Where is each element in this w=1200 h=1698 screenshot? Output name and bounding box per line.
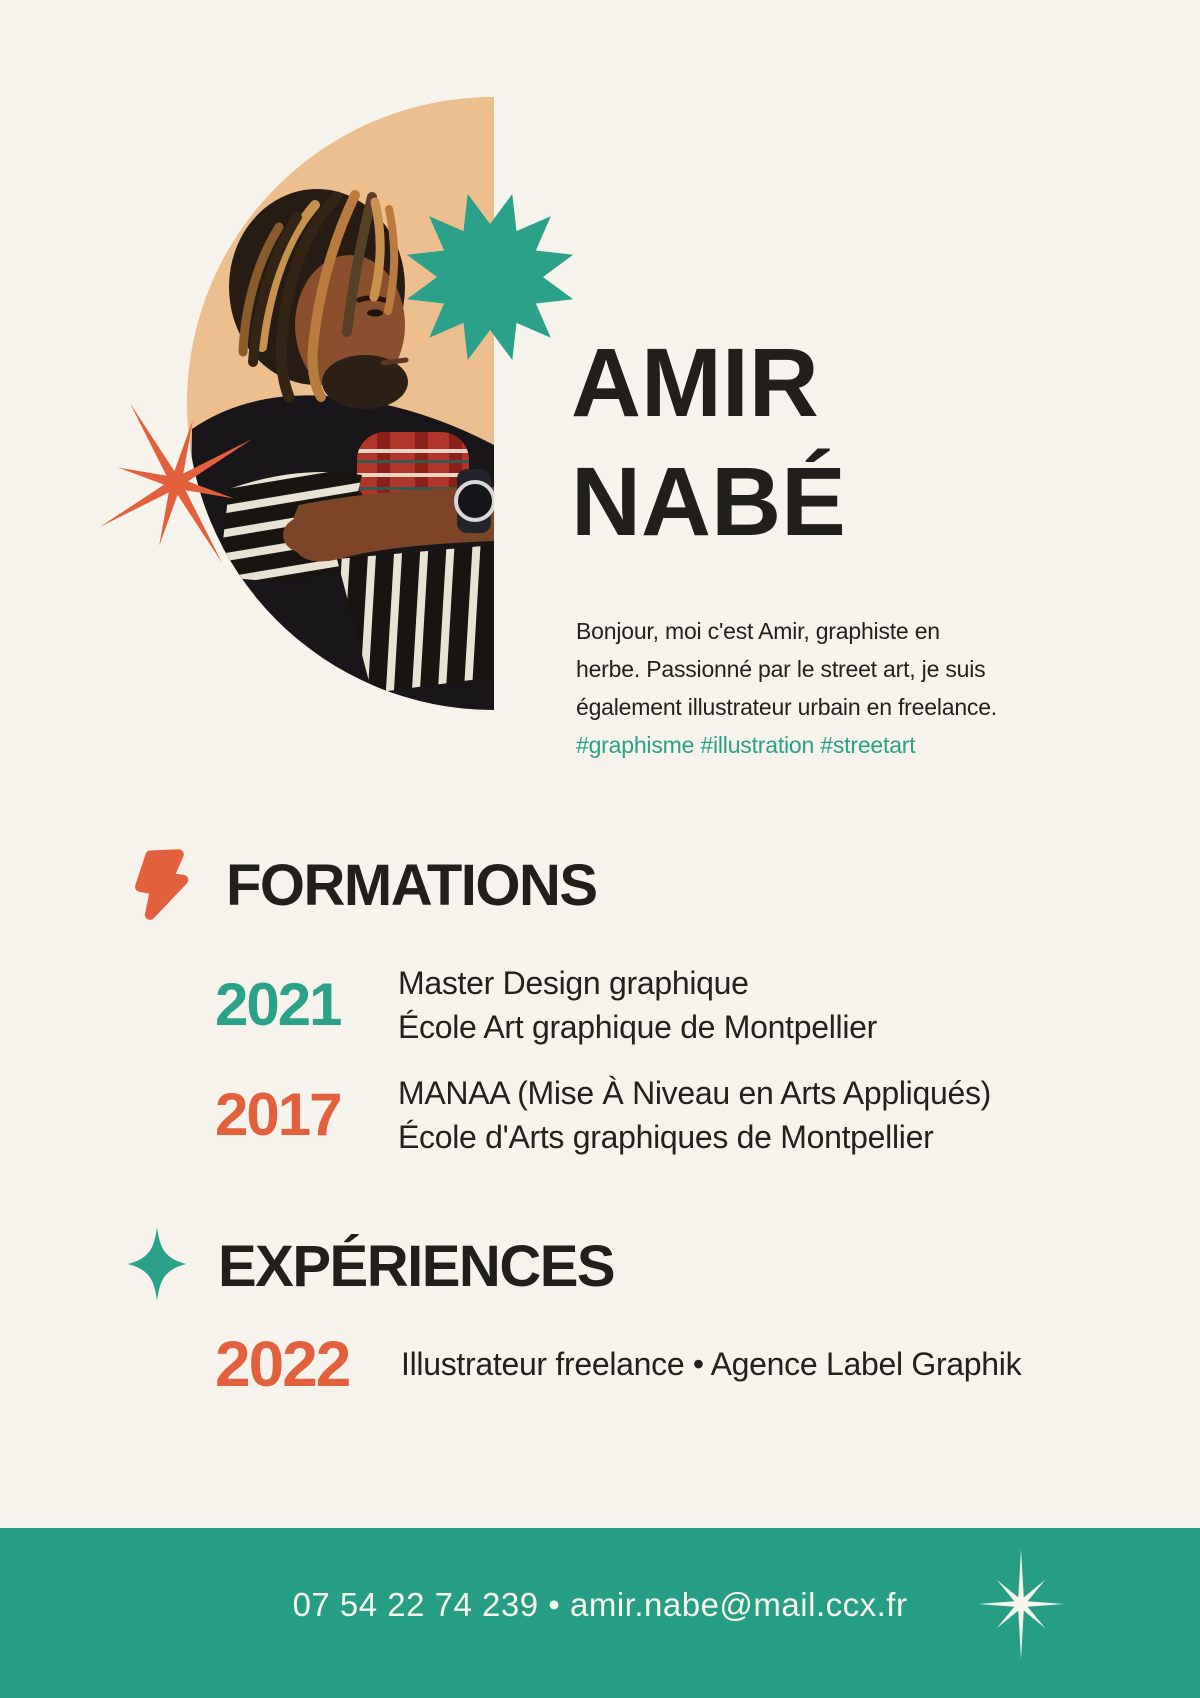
intro-line: herbe. Passionné par le street art, je suis [576,656,986,682]
entry-year: 2021 [215,971,341,1038]
hashtags: #graphisme #illustration #streetart [576,732,916,758]
formation-entry [215,1071,991,1159]
formations-heading [126,845,597,925]
last-name: NABÉ [571,447,846,556]
first-name: AMIR [571,328,819,437]
intro-line: également illustrateur urbain en freelance. [576,694,997,720]
experiences-title: EXPÉRIENCES [218,1233,615,1299]
entry-year: 2017 [215,1081,341,1148]
footer-contact: 07 54 22 74 239 • amir.nabe@mail.ccx.fr [292,1586,908,1623]
sparkle-4point-icon [126,1226,188,1307]
starburst-12point-icon [404,191,576,363]
entry-line: Illustrateur freelance • Agence Label Graphik [401,1346,1022,1382]
footer-star-icon [965,1548,1077,1660]
entry-year: 2022 [215,1328,350,1400]
entry-line: École Art graphique de Montpellier [398,1009,877,1045]
formation-entry [215,961,877,1049]
experience-entry [215,1328,1022,1400]
intro-text [576,612,1136,764]
intro-line: Bonjour, moi c'est Amir, graphiste en [576,618,940,644]
page-title [571,323,846,561]
formations-title: FORMATIONS [226,852,597,918]
lightning-bolt-icon [126,843,200,928]
entry-line: Master Design graphique [398,965,749,1001]
entry-line: MANAA (Mise À Niveau en Arts Appliqués) [398,1075,992,1111]
experiences-heading [126,1228,614,1304]
entry-line: École d'Arts graphiques de Montpellier [398,1119,934,1155]
sparkle-8ray-icon [81,383,271,583]
